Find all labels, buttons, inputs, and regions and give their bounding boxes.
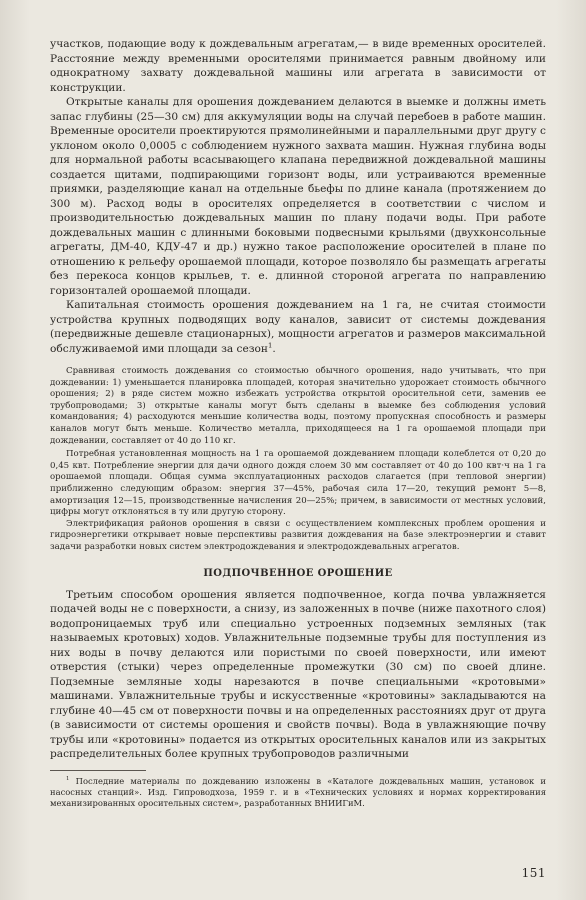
small-paragraph-electrification: Электрификация районов орошения в связи с осуществлением комплексных проблем орошения и гидроэнергетики открывает новые перспективы развития дождевания на базе электроэнергии и ставит задачи разработки новых систем электродождевания и электродождевальных агрегатов. — [50, 518, 546, 552]
paragraph-capital-cost-end: . — [272, 342, 276, 355]
footnote — [50, 776, 546, 810]
small-paragraph-power: Потребная установленная мощность на 1 га орошаемой дождеванием площади колеблется от 0,20 до 0,45 квт. Потребление энергии для дачи одного дождя слоем 30 мм составляет от 40 до 100 квт·ч на 1 га орошаемой площади. Общая сумма эксплуатационных расходов слагается (при тепловой энергии) приближенно следующим образом: энергия 37—45%, рабочая сила 17—20, текущий ремонт 5—8, амортизация 12—15, производственные начисления 20—25%; причем, в зависимости от местных условий, цифры могут отклоняться в ту или другую сторону. — [50, 449, 546, 518]
page-number: 151 — [521, 866, 546, 880]
footnote-rule — [50, 770, 146, 771]
footnote-marker: 1 — [66, 775, 70, 782]
section-heading: ПОДПОЧВЕННОЕ ОРОШЕНИЕ — [203, 567, 393, 579]
small-paragraph-comparison: Сравнивая стоимость дождевания со стоимостью обычного орошения, надо учитывать, что при дождевании: 1) уменьшается планировка площадей, которая значительно удорожает стоимость обычного орошения; 2) в ряде систем можно избежать устройства открытой оросительной сети, заменив ее трубопроводами; 3) открытые каналы могут быть сделаны в выемке без соблюдения условий командования; 4) расходуются меньшие количества воды, поэтому пропускная способность и размеры каналов могут быть меньше. Количество металла, приходящееся на 1 га орошаемой площади при дождевании, составляет от 40 до 110 кг. — [50, 366, 546, 446]
paragraph-capital-cost — [50, 298, 546, 356]
paragraph-subsoil-irrigation: Третьим способом орошения является подпочвенное, когда почва увлажняется подачей воды не с поверхности, а снизу, из заложенных в почве (ниже пахотного слоя) водопроницаемых труб или специально устроенных подземных земляных (так называемых кротовых) ходов. Увлажнительные подземные трубы для поступления из них воды в почву делаются или пористыми по своей поверхности, или имеют отверстия (стыки) через определенные промежутки (30 см) по своей длине. Подземные земляные ходы нарезаются в почве специальными «кротовыми» машинами. Увлажнительные трубы и искусственные «кротовины» закладываются на глубине 40—45 см от поверхности почвы и на определенных расстояниях друг от друга (в зависимости от системы орошения и свойств почвы). Вода в увлажняющие почву трубы или «кротовины» подается из открытых оросительных каналов или из закрытых распределительных более крупных трубопроводов различными — [50, 588, 546, 760]
text-column — [50, 37, 546, 810]
footnote-text: Последние материалы по дождеванию изложены в «Каталоге дождевальных машин, установок и насосных станций». Изд. Гипроводхоза, 1959 г. и в «Технических условиях и нормах корректирования механизированных оросительных систем», разработанных ВНИИГиМ. — [50, 775, 546, 809]
paragraph-open-canals: Открытые каналы для орошения дождеванием делаются в выемке и должны иметь запас глубины (25—30 см) для аккумуляции воды на случай перебоев в работе машин. Временные оросители проектируются прямолинейными и параллельными друг другу с уклоном около 0,0005 с соблюдением нужного захвата машин. Нужная глубина воды для нормальной работы всасывающего клапана передвижной дождевальной машины создается щитами, подпирающими горизонт воды, или устраиваются временные приямки, разделяющие канал на отдельные бьефы по длине канала (протяжением до 300 м). Расход воды в оросителях определяется в соответствии с числом и производительностью дождевальных машин по плану подачи воды. При работе дождевальных машин с длинными боковыми подвесными крыльями (двухконсольные агрегаты, ДМ-40, КДУ-47 и др.) нужно такое расположение оросителей в плане по отношению к рельефу орошаемой площади, которое позволяло бы размещать агрегаты без перекоса концов крыльев, т. е. длинной стороной агрегата по направлению горизонталей орошаемой площади. — [50, 96, 546, 297]
paragraph-continuation: участков, подающие воду к дождевальным агрегатам,— в виде временных оросителей. Расстояние между временными оросителями принимается равным двойному или однократному захвату дождевальной машины или агрегата в зависимости от конструкции. — [50, 38, 546, 94]
footnote-ref: 1 — [267, 340, 273, 349]
paragraph-capital-cost-text: Капитальная стоимость орошения дождеванием на 1 га, не считая стоимости устройства крупных подводящих воду каналов, зависит от системы дождевания (передвижные дешевле стационарных), мощности агрегатов и размеров максимальной обслуживаемой ими площади за сезон — [50, 299, 546, 355]
